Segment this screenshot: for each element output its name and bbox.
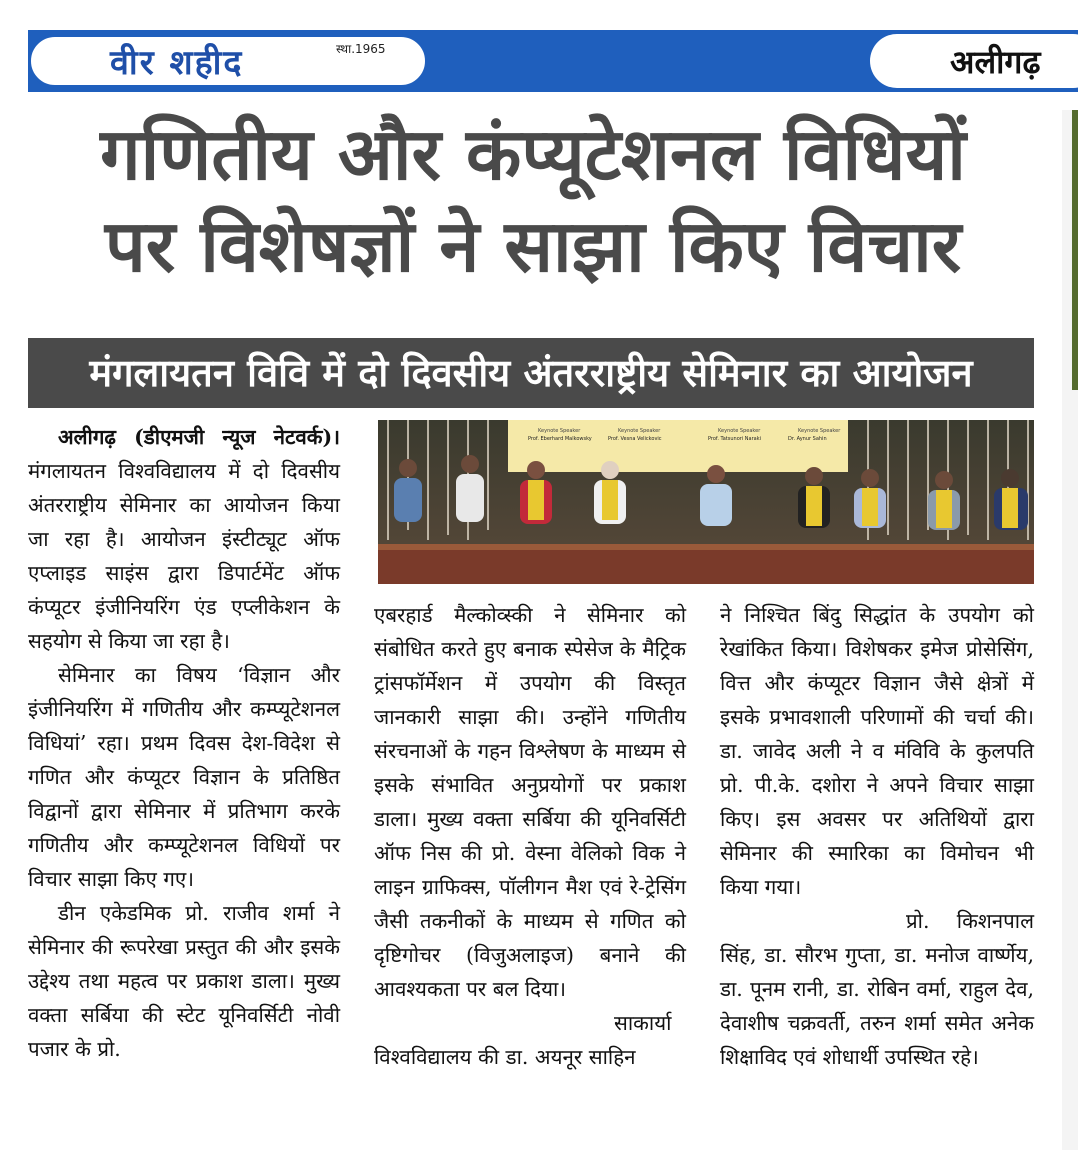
event-photo <box>378 420 1034 584</box>
article-paragraph: प्रो. किशनपाल सिंह, डा. सौरभ गुप्ता, डा. मनोज वार्ष्णेय, डा. पूनम रानी, डा. रोबिन वर्मा, राहुल देव, देवाशीष चक्रवर्ती, तरुन शर्मा समेत अनेक शिक्षाविद एवं शोधार्थी उपस्थित रहे। <box>720 909 1034 1069</box>
headline-line-1: गणितीय और कंप्यूटेशनल विधियों <box>100 112 966 196</box>
banner-label: Keynote Speaker <box>538 428 581 434</box>
banner-label: Keynote Speaker <box>798 428 841 434</box>
event-photo-illustration <box>378 420 1034 584</box>
banner-speaker: Prof. Eberhard Malkowsky <box>528 436 592 442</box>
article-paragraph: ने निश्चित बिंदु सिद्धांत के उपयोग को रेखांकित किया। विशेषकर इमेज प्रोसेसिंग, वित्त और कंप्यूटर विज्ञान जैसे क्षेत्रों में इसके प्रभावशाली परिणामों की चर्चा की। डा. जावेद अली ने व मंविवि के कुलपति प्रो. पी.के. दशोरा ने अपने विचार साझा किए। इस अवसर पर अतिथियों द्वारा सेमिनार की स्मारिका का विमोचन भी किया गया। <box>720 603 1034 899</box>
article-column-1 <box>28 420 340 1066</box>
article-paragraph: डीन एकेडमिक प्रो. राजीव शर्मा ने सेमिनार की रूपरेखा प्रस्तुत की और इसके उद्देश्य तथा महत्व पर प्रकाश डाला। मुख्य वक्ता सर्बिया की स्टेट यूनिवर्सिटी नोवी पजार के प्रो. <box>28 901 340 1061</box>
established-year: स्था.1965 <box>336 42 386 56</box>
banner-label: Keynote Speaker <box>618 428 661 434</box>
article-paragraph: सेमिनार का विषय ‘विज्ञान और इंजीनियरिंग में गणितीय और कम्प्यूटेशनल विधियां’ रहा। प्रथम दिवस देश-विदेश से गणित और कंप्यूटर विज्ञान के प्रतिष्ठित विद्वानों द्वारा सेमिनार में प्रतिभाग करके गणितीय और कम्प्यूटेशनल विधियों पर विचार साझा किए गए। <box>28 663 340 891</box>
paragraph-text: मंगलायतन विश्वविद्यालय में दो दिवसीय अंतरराष्ट्रीय सेमिनार का आयोजन किया जा रहा है। आयोजन इंस्टीट्यूट ऑफ एप्लाइड साइंस द्वारा डिपार्टमेंट ऑफ कंप्यूटर इंजीनियरिंग एंड एप्लीकेशन के सहयोग से किया जा रहा है। <box>28 459 340 653</box>
adjacent-page-image <box>1072 110 1078 390</box>
banner-speaker: Dr. Aynur Sahin <box>788 436 827 442</box>
article-column-3 <box>720 598 1034 1074</box>
newspaper-name: वीर शहीद <box>110 43 244 83</box>
dateline: अलीगढ़ (डीएमजी न्यूज नेटवर्क)। <box>58 425 340 449</box>
article-column-2 <box>374 598 686 1074</box>
banner-label: Keynote Speaker <box>718 428 761 434</box>
edition-city: अलीगढ़ <box>950 43 1041 81</box>
banner-speaker: Prof. Tatsunori Naraki <box>708 436 762 442</box>
subheadline: मंगलायतन विवि में दो दिवसीय अंतरराष्ट्रीय सेमिनार का आयोजन <box>89 351 973 395</box>
article-paragraph: एबरहार्ड मैल्कोव्स्की ने सेमिनार को संबोधित करते हुए बनाक स्पेसेज के मैट्रिक ट्रांसफॉर्मेशन में उपयोग की विस्तृत जानकारी साझा की। उन्होंने गणितीय संरचनाओं के गहन विश्लेषण के माध्यम से इसके संभावित अनुप्रयोगों पर प्रकाश डाला। मुख्य वक्ता सर्बिया की यूनिवर्सिटी ऑफ निस की प्रो. वेस्ना वेलिको विक ने लाइन ग्राफिक्स, पॉलीगन मैश एवं रे-ट्रेसिंग जैसी तकनीकों के माध्यम से गणित को दृष्टिगोचर (विजुअलाइज) बनाने की आवश्यकता पर बल दिया। <box>374 603 686 1001</box>
headline-line-2: पर विशेषज्ञों ने साझा किए विचार <box>104 204 962 288</box>
article-paragraph: साकार्या विश्वविद्यालय की डा. अयनूर साहिन <box>374 1011 672 1069</box>
headline <box>28 108 1038 292</box>
banner-speaker: Prof. Vesna Velickovic <box>608 436 662 442</box>
article-paragraph <box>28 420 340 658</box>
